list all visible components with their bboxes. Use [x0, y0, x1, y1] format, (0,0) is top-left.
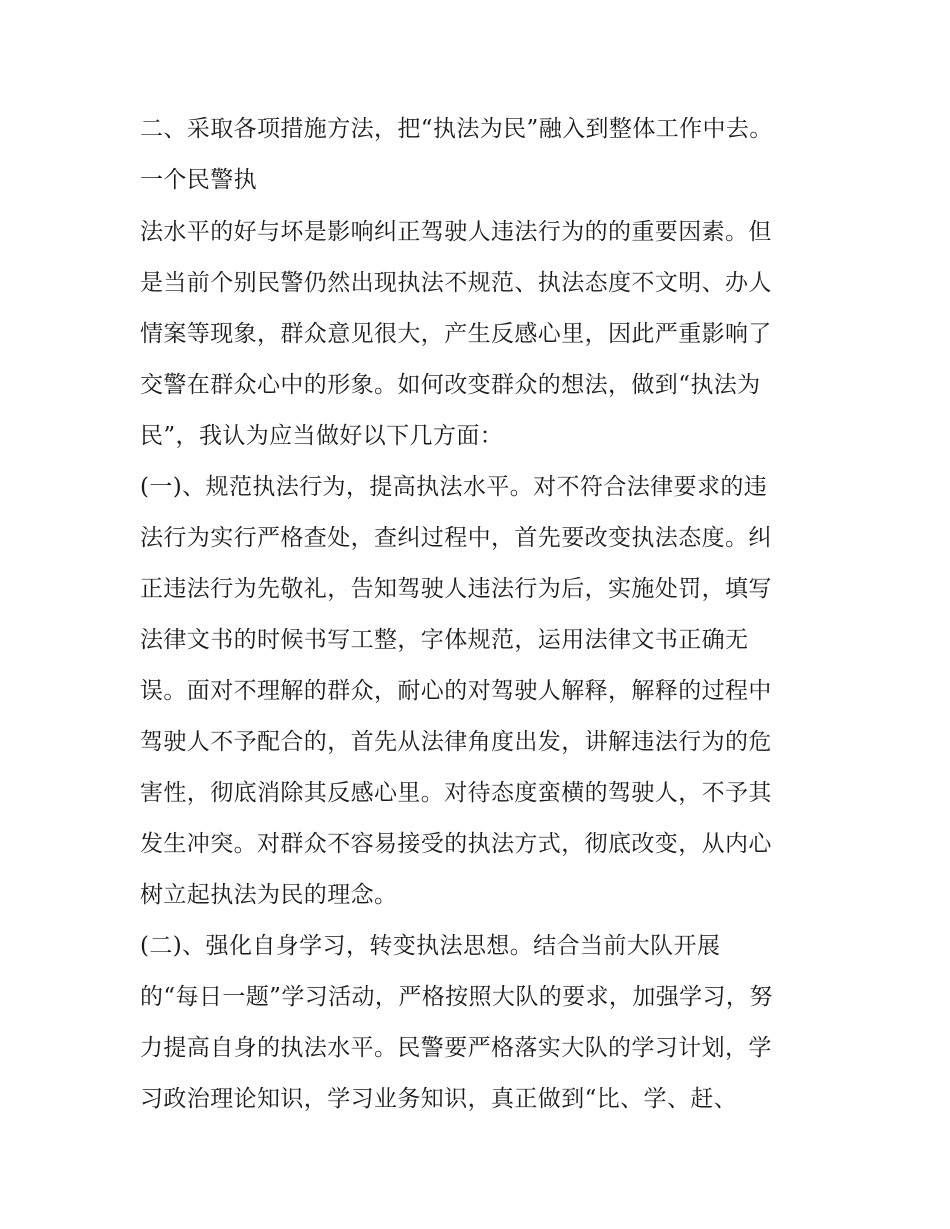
- text-line: 法行为实行严格查处，查纠过程中，首先要改变执法态度。纠: [140, 525, 772, 551]
- text-line: 法律文书的时候书写工整，字体规范，运用法律文书正确无: [140, 627, 749, 653]
- text-line: 误。面对不理解的群众，耐心的对驾驶人解释，解释的过程中: [140, 678, 772, 704]
- text-line: 力提高自身的执法水平。民警要严格落实大队的学习计划，学: [140, 1035, 772, 1061]
- text-line: (二)、强化自身学习，转变执法思想。结合当前大队开展: [140, 933, 721, 959]
- text-line: 情案等现象，群众意见很大，产生反感心里，因此严重影响了: [140, 321, 772, 347]
- text-line: 驾驶人不予配合的，首先从法律角度出发，讲解违法行为的危: [140, 729, 772, 755]
- text-line: 树立起执法为民的理念。: [140, 882, 398, 908]
- text-line: 正违法行为先敬礼，告知驾驶人违法行为后，实施处罚，填写: [140, 576, 772, 602]
- text-line: 二、采取各项措施方法，把“执法为民”融入到整体工作中去。: [140, 116, 773, 142]
- text-line: 的“每日一题”学习活动，严格按照大队的要求，加强学习，努: [140, 984, 773, 1010]
- text-line: 一个民警执: [140, 167, 257, 193]
- text-line: 交警在群众心中的形象。如何改变群众的想法，做到“执法为: [140, 372, 761, 398]
- text-line: (一)、规范执法行为，提高执法水平。对不符合法律要求的违: [140, 474, 768, 500]
- text-line: 是当前个别民警仍然出现执法不规范、执法态度不文明、办人: [140, 270, 772, 296]
- text-line: 民”，我认为应当做好以下几方面：: [140, 423, 504, 449]
- text-line: 习政治理论知识，学习业务知识，真正做到“比、学、赶、: [140, 1086, 738, 1112]
- text-line: 害性，彻底消除其反感心里。对待态度蛮横的驾驶人，不予其: [140, 780, 772, 806]
- text-line: 发生冲突。对群众不容易接受的执法方式，彻底改变，从内心: [140, 831, 772, 857]
- text-line: 法水平的好与坏是影响纠正驾驶人违法行为的的重要因素。但: [140, 219, 772, 245]
